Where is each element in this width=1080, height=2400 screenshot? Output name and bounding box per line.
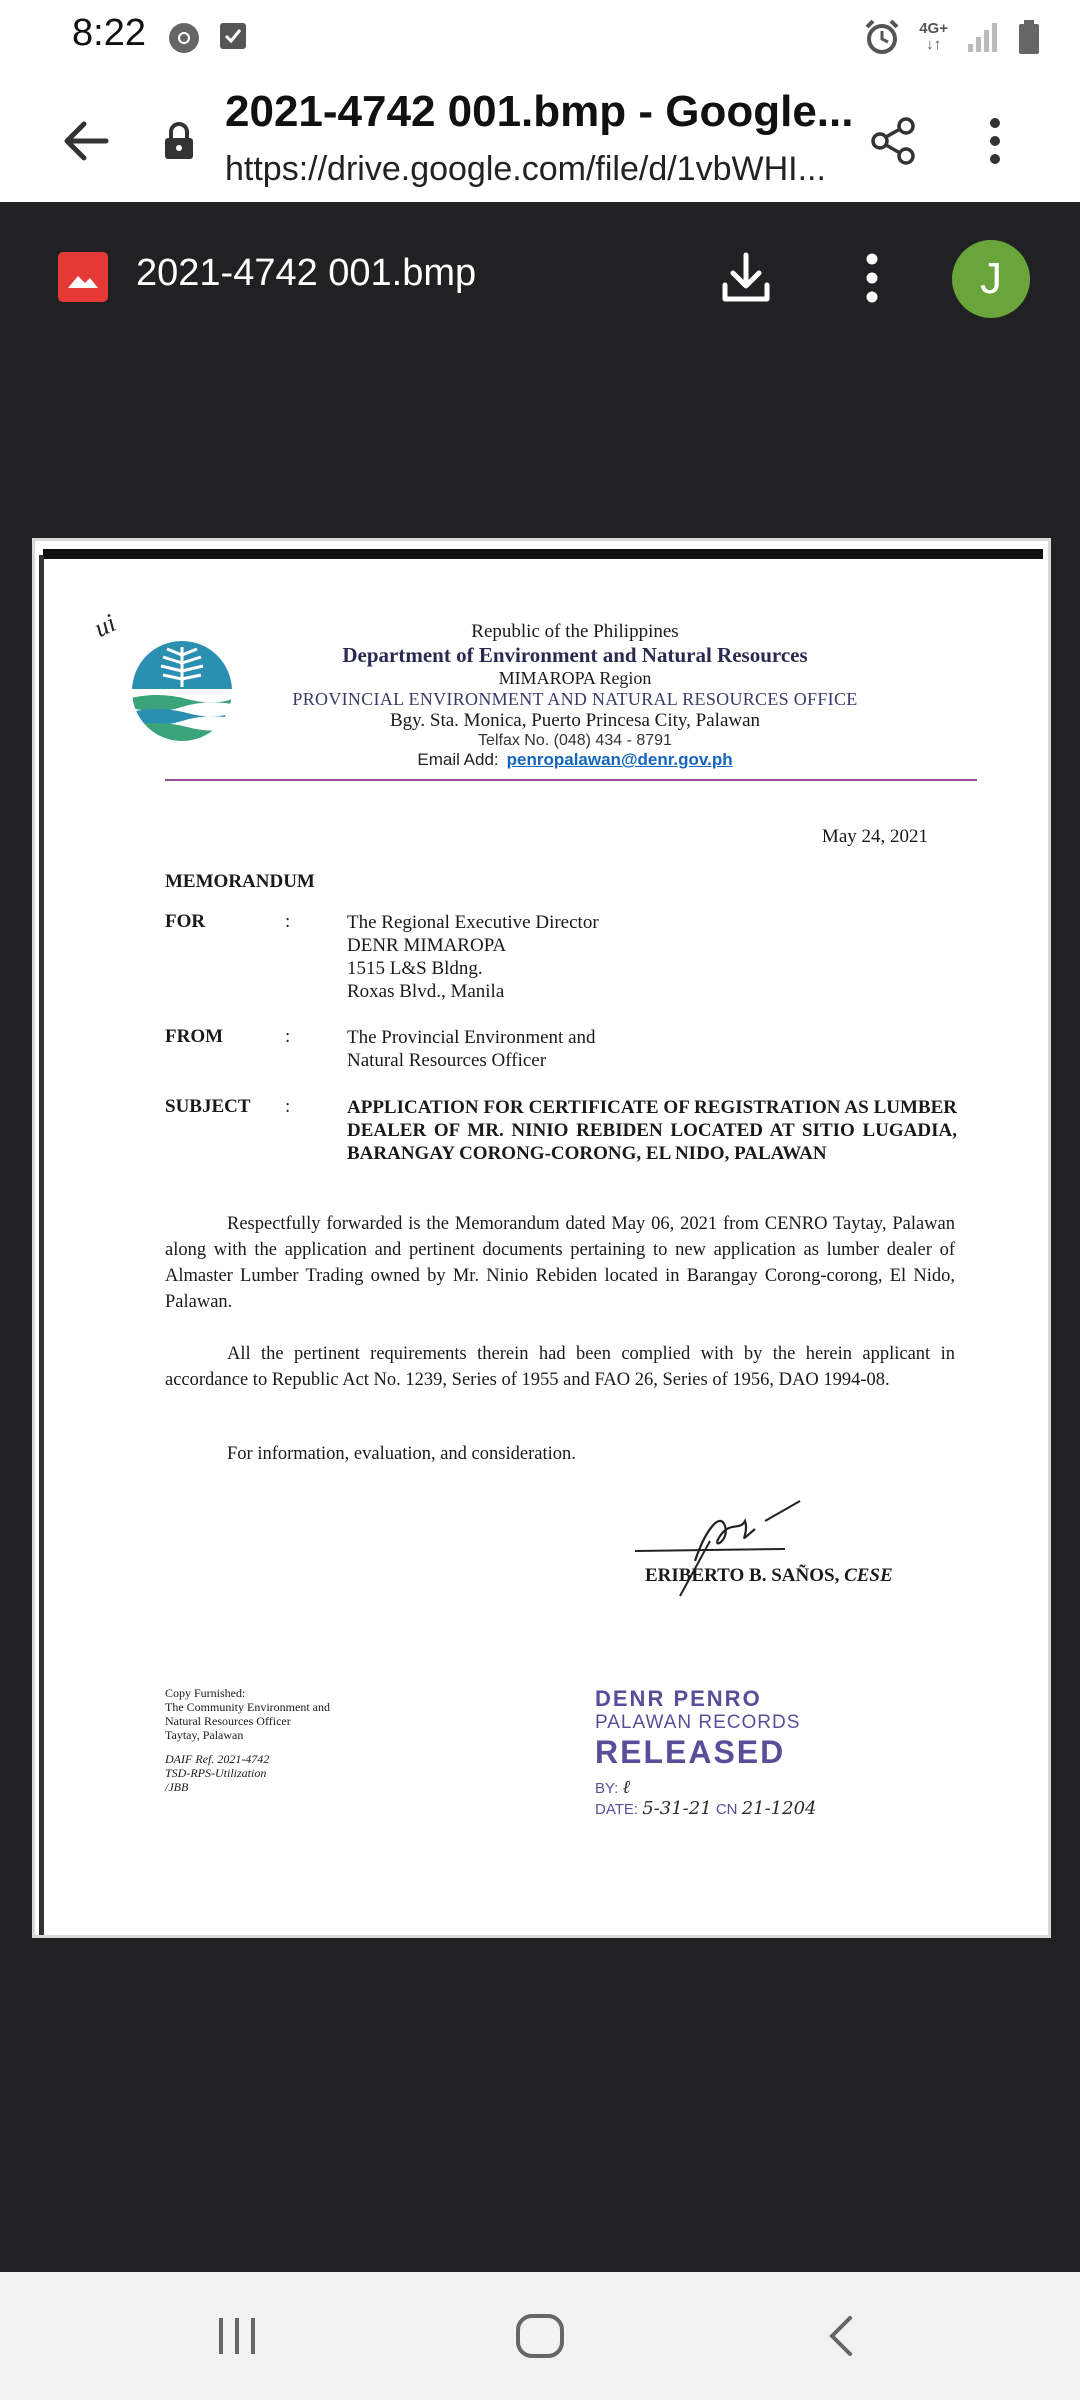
copy-furnished-line: Taytay, Palawan <box>165 1728 244 1742</box>
letterhead-region: MIMAROPA Region <box>498 668 652 688</box>
from-colon: : <box>285 1026 291 1047</box>
copy-furnished-label: Copy Furnished: <box>165 1686 246 1700</box>
letterhead-telfax: Telfax No. (048) 434 - 8791 <box>478 732 672 749</box>
email-label: Email Add: <box>417 750 499 769</box>
subject-value: APPLICATION FOR CERTIFICATE OF REGISTRATION AS LUMBER DEALER OF MR. NINIO REBIDEN LOCATED AT SITIO LUGADIA, BARANGAY CORONG-CORONG, EL NIDO, PALAWAN <box>347 1097 957 1164</box>
from-value <box>347 1026 596 1072</box>
back-arrow-icon[interactable] <box>58 113 114 169</box>
reference-line: DAIF Ref. 2021-4742 <box>165 1752 270 1766</box>
stamp-date-value: 5-31-21 <box>642 1798 712 1819</box>
for-line: 1515 L&S Bldng. <box>347 958 483 979</box>
for-value <box>347 911 599 1003</box>
letterhead-department: Department of Environment and Natural Resources <box>342 643 808 667</box>
subject-colon: : <box>285 1096 291 1117</box>
for-line: DENR MIMAROPA <box>347 935 507 956</box>
custom-tab-bar <box>0 75 1080 202</box>
file-name: 2021-4742 001.bmp <box>136 252 477 294</box>
copy-furnished-line: The Community Environment and <box>165 1700 330 1714</box>
for-label: FOR <box>165 911 206 932</box>
lock-icon[interactable] <box>162 121 196 161</box>
signal-icon <box>966 20 1000 54</box>
copy-furnished-line: Natural Resources Officer <box>165 1714 291 1728</box>
stamp-initials: ℓ <box>622 1777 631 1798</box>
letterhead <box>175 621 975 770</box>
more-vert-icon[interactable] <box>855 247 889 309</box>
stamp-line-records: PALAWAN RECORDS <box>595 1712 801 1733</box>
home-icon[interactable] <box>512 2312 568 2360</box>
recents-icon[interactable] <box>215 2314 259 2358</box>
alarm-icon <box>863 18 901 56</box>
released-stamp <box>595 1686 875 1819</box>
copy-furnished <box>165 1686 330 1794</box>
handwritten-note: ui <box>89 608 121 643</box>
account-avatar[interactable]: J <box>952 240 1030 318</box>
page-title: 2021-4742 001.bmp - Google... <box>225 87 854 136</box>
image-file-icon <box>58 252 108 302</box>
chrome-notification-icon <box>166 20 202 56</box>
status-bar <box>0 0 1080 75</box>
memo-title: MEMORANDUM <box>165 871 315 892</box>
letterhead-address: Bgy. Sta. Monica, Puerto Princesa City, Palawan <box>389 710 761 731</box>
status-time: 8:22 <box>72 12 146 54</box>
signatory-title: CESE <box>844 1565 893 1586</box>
body-paragraph-3: For information, evaluation, and consideration. <box>227 1444 576 1464</box>
for-line: Roxas Blvd., Manila <box>347 981 505 1002</box>
from-line: Natural Resources Officer <box>347 1050 547 1071</box>
subject-label: SUBJECT <box>165 1096 251 1117</box>
checkbox-notification-icon <box>218 20 248 52</box>
share-icon[interactable] <box>868 115 920 167</box>
drive-viewer-header <box>0 202 1080 352</box>
more-options-icon[interactable] <box>975 115 1015 167</box>
body-paragraph-1: Respectfully forwarded is the Memorandum dated May 06, 2021 from CENRO Taytay, Palawan along with the application and pertinent documents pertaining to new application as lumber dealer of Almaster Lumber Trading owned by Mr. Ninio Rebiden located in Barangay Corong-corong, El Nido, Palawan. <box>165 1214 955 1312</box>
reference-line: TSD-RPS-Utilization <box>165 1766 267 1780</box>
for-line: The Regional Executive Director <box>347 912 599 933</box>
letterhead-email-line <box>175 750 975 770</box>
stamp-cn-value: 21-1204 <box>741 1798 817 1819</box>
stamp-by <box>595 1777 875 1798</box>
stamp-line-office: DENR PENRO <box>595 1686 762 1711</box>
letterhead-divider <box>165 779 977 781</box>
body-paragraph-2: All the pertinent requirements therein had been complied with by the herein applicant in accordance to Republic Act No. 1239, Series of 1955 and FAO 26, Series of 1956, DAO 1994-08. <box>165 1344 955 1390</box>
letterhead-republic: Republic of the Philippines <box>471 621 679 642</box>
stamp-by-label: BY: <box>595 1780 619 1797</box>
memorandum-page <box>35 541 1048 1935</box>
letterhead-office: PROVINCIAL ENVIRONMENT AND NATURAL RESOURCES OFFICE <box>292 689 858 709</box>
from-line: The Provincial Environment and <box>347 1027 596 1048</box>
from-label: FROM <box>165 1026 224 1047</box>
signatory <box>645 1565 893 1587</box>
for-colon: : <box>285 911 291 932</box>
reference-line: /JBB <box>165 1780 189 1794</box>
email-link: penropalawan@denr.gov.ph <box>506 750 733 769</box>
system-nav-bar <box>0 2272 1080 2400</box>
signatory-name: ERIBERTO B. SAÑOS, <box>645 1565 840 1586</box>
network-type: 4G+ ↓↑ <box>919 20 948 53</box>
nav-back-icon[interactable] <box>820 2312 860 2360</box>
page-url[interactable]: https://drive.google.com/file/d/1vbWHI... <box>225 150 826 188</box>
stamp-cn-label: CN <box>715 1801 738 1818</box>
download-icon[interactable] <box>715 247 777 309</box>
stamp-date-row <box>595 1798 875 1819</box>
stamp-released: RELEASED <box>595 1734 786 1770</box>
document-image[interactable] <box>32 538 1051 1938</box>
memo-date: May 24, 2021 <box>821 826 928 847</box>
stamp-date-label: DATE: <box>595 1801 639 1818</box>
battery-icon <box>1018 19 1040 55</box>
